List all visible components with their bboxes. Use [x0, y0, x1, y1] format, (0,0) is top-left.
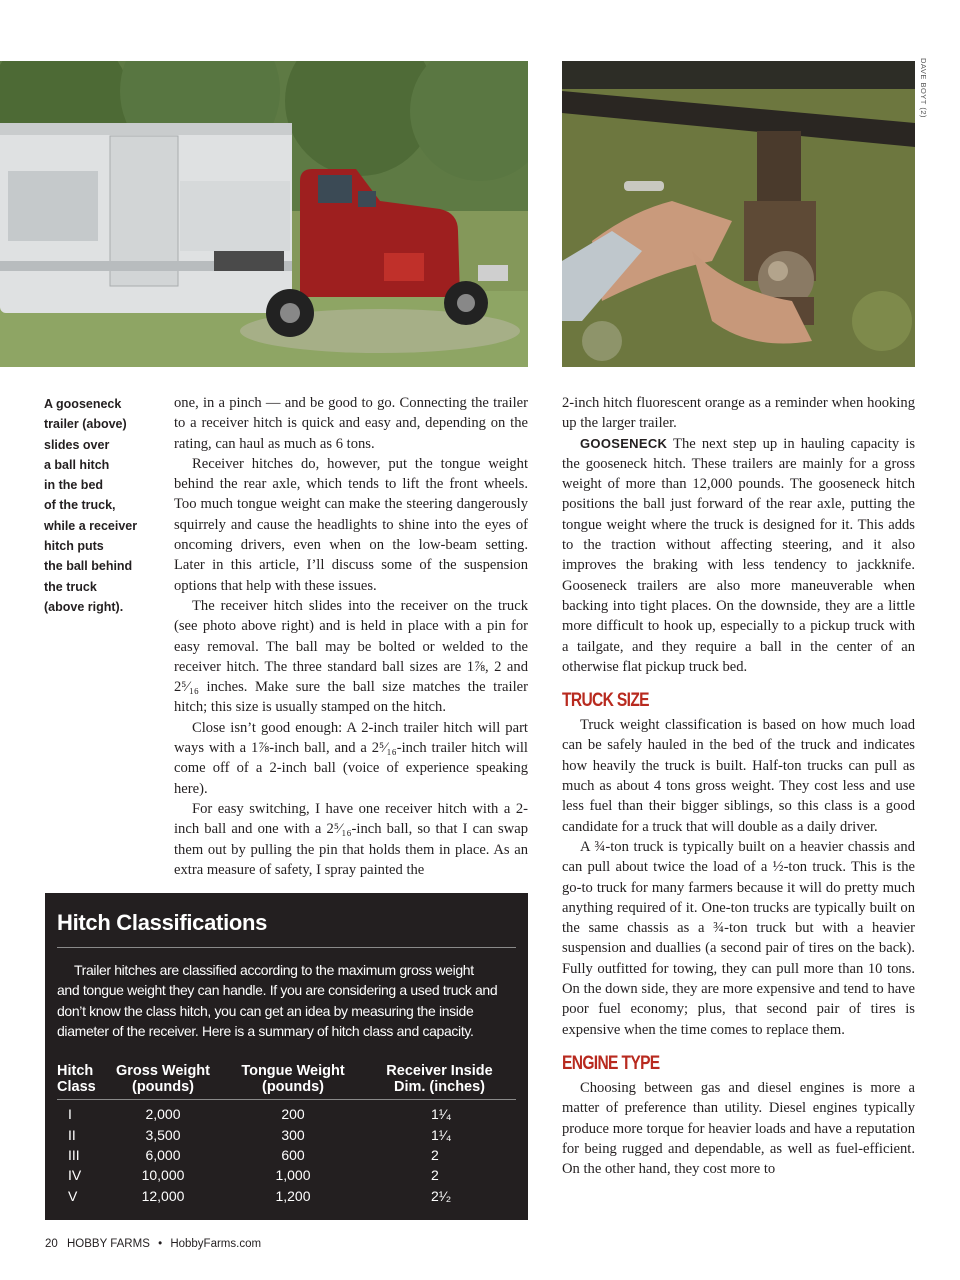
cell-class: II: [68, 1126, 76, 1143]
cell-gross: 2,000: [145, 1106, 181, 1123]
section-heading-engine-type: ENGINE TYPE: [562, 1052, 660, 1074]
cell-receiver: 2¹⁄₂: [431, 1187, 452, 1204]
body-paragraph: Truck weight classification is based on how much load can be safely hauled in the bed of the truck and indicates how heavily the truck is built. Half-ton trucks can pull as much as about 4 tons gross weight. They cost less and use less fuel than their bigger siblings, so this class is a good candidate for a truck that will double as a daily driver.: [562, 717, 915, 835]
gooseneck-trailer-illustration: [0, 61, 528, 367]
table-row: [57, 1124, 516, 1144]
table-row: [57, 1186, 516, 1206]
sidebar-intro-line: diameter of the receiver. Here is a summary of hitch class and capacity.: [57, 1022, 474, 1039]
photo-receiver-hitch: [562, 61, 915, 367]
article-column-right: [562, 393, 915, 1179]
header-hitch-class: Hitch Class: [57, 1063, 103, 1100]
header-gross-weight: Gross Weight (pounds): [103, 1063, 223, 1100]
caption-line: while a receiver: [44, 518, 138, 533]
cell-gross: 3,500: [145, 1126, 181, 1143]
body-paragraph: A ¾-ton truck is typically built on a heavier chassis and can pull about twice the load of a ½-ton truck. This is the go-to truck for many farmers because it will do pretty much anything required of it. One-ton trucks are typically built on the same chassis as a ¾-ton truck but with a heavier suspension and duallies (a second pair of tires on the back). Fully outfitted for towing, they can pull more than 10 tons. On the down side, they are more expensive and tend to have poor fuel economy; plus, that second pair of tires is expensive when the time comes to replace them.: [562, 838, 915, 1038]
cell-class: V: [68, 1187, 78, 1204]
caption-line: hitch puts: [44, 539, 104, 554]
sidebar-intro-line: don’t know the class hitch, you can get an idea by measuring the inside: [57, 1002, 474, 1019]
cell-gross: 6,000: [145, 1146, 181, 1163]
table-row: [57, 1100, 516, 1125]
cell-receiver: 1¹⁄₄: [431, 1106, 452, 1123]
body-paragraph: one, in a pinch — and be good to go. Connecting the trailer to a receiver hitch is quick and easy and, depending on the rating, can haul as much as 6 tons.: [174, 395, 528, 452]
caption-line: of the truck,: [44, 498, 116, 513]
page-number: 20: [45, 1238, 58, 1250]
sidebar-intro-line: Trailer hitches are classified according to the maximum gross weight: [74, 962, 474, 978]
table-row: [57, 1145, 516, 1165]
sidebar-title: Hitch Classifications: [57, 910, 268, 935]
cell-gross: 12,000: [141, 1187, 185, 1204]
body-paragraph: 2-inch hitch fluorescent orange as a reminder when hooking up the larger trailer.: [562, 395, 915, 432]
sidebar-intro: [57, 960, 518, 1041]
table-row: [57, 1165, 516, 1185]
cell-tongue: 600: [281, 1146, 305, 1163]
cell-tongue: 1,000: [275, 1167, 311, 1184]
page-footer: [45, 1238, 261, 1250]
sidebar-intro-line: and tongue weight they can handle. If you are considering a used truck and: [57, 982, 498, 999]
body-paragraph: Choosing between gas and diesel engines is more a matter of preference than utility. Diesel engines typically produce more torque for heavier loads and have a reputation for being rugged and dependable, as well as fuel-efficient. On the other hand, they cost more to: [562, 1079, 915, 1178]
body-paragraph: For easy switching, I have one receiver hitch with a 2-inch ball and one with a 2⁵⁄₁₆-inch ball, so that I can swap them out by pulling the pin that holds them in place. As an extra measure of safety, I spray painted the: [174, 800, 528, 878]
caption-line: the ball behind: [44, 559, 133, 574]
photo-caption: [44, 394, 149, 617]
cell-tongue: 300: [281, 1126, 305, 1143]
cell-gross: 10,000: [141, 1167, 185, 1184]
cell-tongue: 1,200: [275, 1187, 311, 1204]
cell-class: I: [68, 1106, 72, 1123]
caption-line: slides over: [44, 437, 110, 452]
body-paragraph: Receiver hitches do, however, put the tongue weight behind the rear axle, which tends to lift the front wheels. Too much tongue weight can make the steering dangerously squirrely and cause the headlights to shine into the eyes of oncoming drivers, even when on the low-beam setting. Later in this article, I’ll discuss some of the suspension options that help with these issues.: [174, 455, 528, 594]
sidebar-divider: [57, 947, 516, 948]
body-paragraph-gooseneck: [562, 434, 915, 678]
receiver-hitch-illustration: [562, 61, 915, 367]
caption-line: in the bed: [44, 478, 104, 493]
hitch-classifications-sidebar: [45, 893, 528, 1220]
caption-line: a ball hitch: [44, 457, 110, 472]
cell-receiver: 2: [431, 1167, 439, 1184]
cell-class: IV: [68, 1167, 82, 1184]
body-paragraph: The receiver hitch slides into the receiver on the truck (see photo above right) and is held in place with a pin for easy removal. The ball may be bolted or welded to the receiver hitch. The three standard ball sizes are 1⅞, 2 and 2⁵⁄₁₆ inches. Make sure the ball size matches the trailer hitch; this size is usually stamped on the hitch.: [174, 597, 528, 716]
article-column-middle: [174, 393, 528, 880]
section-heading-truck-size: TRUCK SIZE: [562, 690, 649, 712]
caption-line: trailer (above): [44, 417, 127, 432]
photo-credit: DAVE BOYT (2): [919, 58, 928, 118]
magazine-name: HOBBY FARMS: [67, 1238, 150, 1250]
gooseneck-text: The next step up in hauling capacity is the gooseneck hitch. These trailers are mainly for a gross weight of more than 12,000 pounds. The gooseneck hitch positions the ball just forward of the rear axle, putting the tongue weight where the truck is designed for it. This adds to the traction without affecting steering, and it also improves the braking with less tendency to jackknife. Gooseneck trailers are also more maneuverable when backing into tight places. On the downside, they are a little more difficult to hook up, especially to a pickup truck with a tailgate, and they require a ball in the center of an otherwise flat pickup truck bed.: [562, 435, 915, 675]
caption-line: A gooseneck: [44, 397, 122, 411]
header-receiver-dim: Receiver Inside Dim. (inches): [363, 1063, 516, 1100]
table-header-row: [57, 1063, 516, 1100]
body-paragraph: Close isn’t good enough: A 2-inch trailer hitch will part ways with a 1⅞-inch ball, and a 2⁵⁄₁₆-inch trailer hitch will come off of a 2-inch ball (voice of experience speaking here).: [174, 719, 528, 797]
footer-separator: •: [158, 1238, 163, 1250]
cell-class: III: [68, 1146, 80, 1163]
photo-gooseneck-trailer: [0, 61, 528, 367]
hitch-class-table: [57, 1063, 516, 1206]
header-tongue-weight: Tongue Weight (pounds): [223, 1063, 363, 1100]
cell-receiver: 1¹⁄₄: [431, 1126, 452, 1143]
cell-tongue: 200: [281, 1106, 305, 1123]
caption-line: (above right).: [44, 599, 124, 614]
caption-line: the truck: [44, 579, 97, 594]
website-link[interactable]: HobbyFarms.com: [170, 1238, 262, 1250]
cell-receiver: 2: [431, 1146, 439, 1163]
run-in-heading-gooseneck: GOOSENECK: [580, 435, 668, 451]
